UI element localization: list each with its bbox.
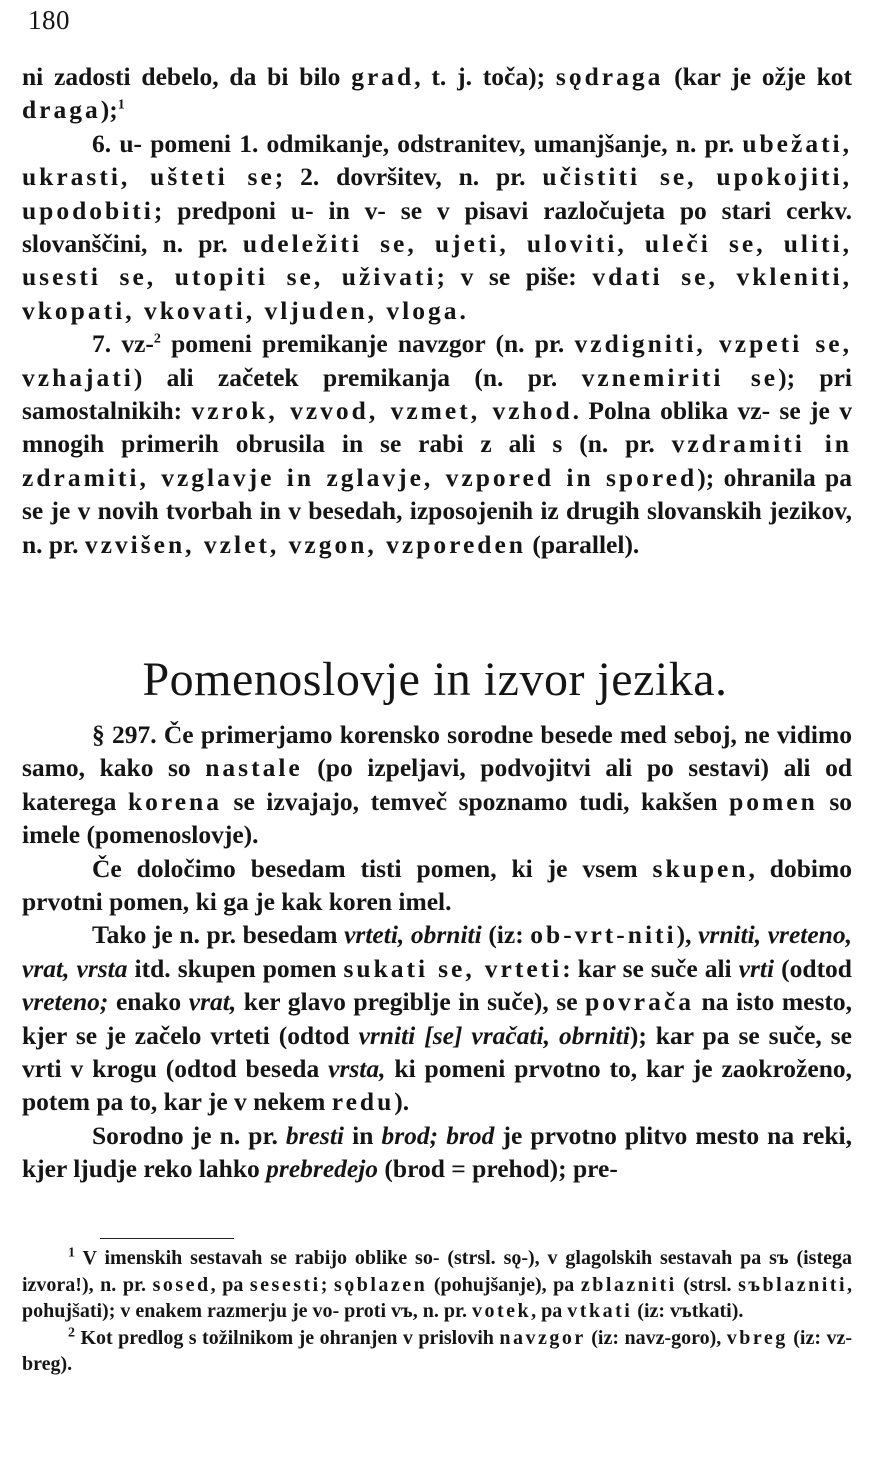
section-number: § 297. [92, 720, 157, 749]
paragraph-example-vrteti: Tako je n. pr. besedam vrteti, obrniti (iz: ob-vrt-niti), vrniti, vreteno, vrat, vrsta itd. skupen pomen sukati se, vrteti: kar se suče ali vrti (odtod vreteno; enako vrat, ker glavo pregiblje in suče), se povrača na isto mesto, kjer se je začelo vrteti (odtod vrniti [se] vračati, obrniti); kar pa se suče, se vrti v krogu (odtod beseda vrsta, ki pomeni prvotno to, kar je zaokroženo, potem pa to, kar je v nekem redu). [22, 920, 852, 1117]
section-heading: Pomenoslovje in izvor jezika. [142, 653, 728, 706]
paragraph-item-6: 6. u- pomeni 1. odmikanje, odstranitev, umanjšanje, n. pr. ubežati, ukrasti, ušteti se; 2. dovršitev, n. pr. učistiti se, upokojiti, upodobiti; predponi u- in v- se v pisavi razločujeta po stari cerkv. slovanščini, n. pr. udeležiti se, ujeti, uloviti, ulеči se, uliti, usesti se, utopiti se, uživati; v se piše: vdati se, vkleniti, vkopati, vkovati, vljuden, vloga. [22, 128, 853, 325]
paragraph-297: § 297. Če primerjamo korensko sorodne besede med seboj, ne vidimo samo, kako so nastale (po izpeljavi, podvojitvi ali po sestavi) ali od katerega korena se izvajajo, temveč spoznamo tudi, kakšen pomen so imele (pomenoslovje). [22, 720, 853, 850]
footnote-1: $^1$ V imenskih sestavah se rabijo oblike so- (strsl. sǫ-), v glagolskih sestavah pa sъ (istega izvora!), n. pr. sosed, pa sesesti; sǫblazen (pohujšanje), pa zblazniti (strsl. sъblazniti, pohujšati); v enakem razmerju je vo- proti vъ, n. pr. votek, pa vtkati (iz: vъtkati). [22, 1245, 853, 1323]
paragraph-item-7: 7. vz-$^2$ pomeni premikanje navzgor (n. pr. vzdigniti, vzpeti se, vzhajati) ali začetek premikanja (n. pr. vznemiriti se); pri samostalnikih: vzrok, vzvod, vzmet, vzhod. Polna oblika vz- se je v mnogih primerih obrusila in se rabi z ali s (n. pr. vzdramiti in zdramiti, vzglavje in zglavje, vzpored in spored); ohranila pa se je v novih tvorbah in v besedah, izposojenih iz drugih slovanskih jezikov, n. pr. vzvišen, vzlet, vzgon, vzporeden (parallel). [22, 329, 852, 559]
footnote-2: $^2$ Kot predlog s tožilnikom je ohranjen v prislovih navzgor (iz: navz-goro), vbreg (iz: vz-breg). [22, 1325, 852, 1376]
body-text-lower [22, 718, 852, 1186]
paragraph-continuation: ni zadosti debelo, da bi bilo grad, t. j. toča); sǫdraga (kar je ožje kot draga);$^1$ [22, 62, 852, 125]
paragraph-prvotni-pomen: Če določimo besedam tisti pomen, ki je vsem skupen, dobimo prvotni pomen, ki ga je kak koren imel. [22, 853, 852, 917]
footnotes [22, 1245, 852, 1378]
footnote-ref: 2 [153, 331, 161, 347]
footnote-ref: 1 [117, 97, 125, 113]
body-text-upper [22, 60, 852, 561]
page-number: 180 [28, 5, 70, 35]
footnote-divider [100, 1238, 234, 1239]
paragraph-example-brod: Sorodno je n. pr. bresti in brod; brod je prvotno plitvo mesto na reki, kjer ljudje reko lahko prebredejo (brod = prehod); pre- [22, 1120, 852, 1184]
